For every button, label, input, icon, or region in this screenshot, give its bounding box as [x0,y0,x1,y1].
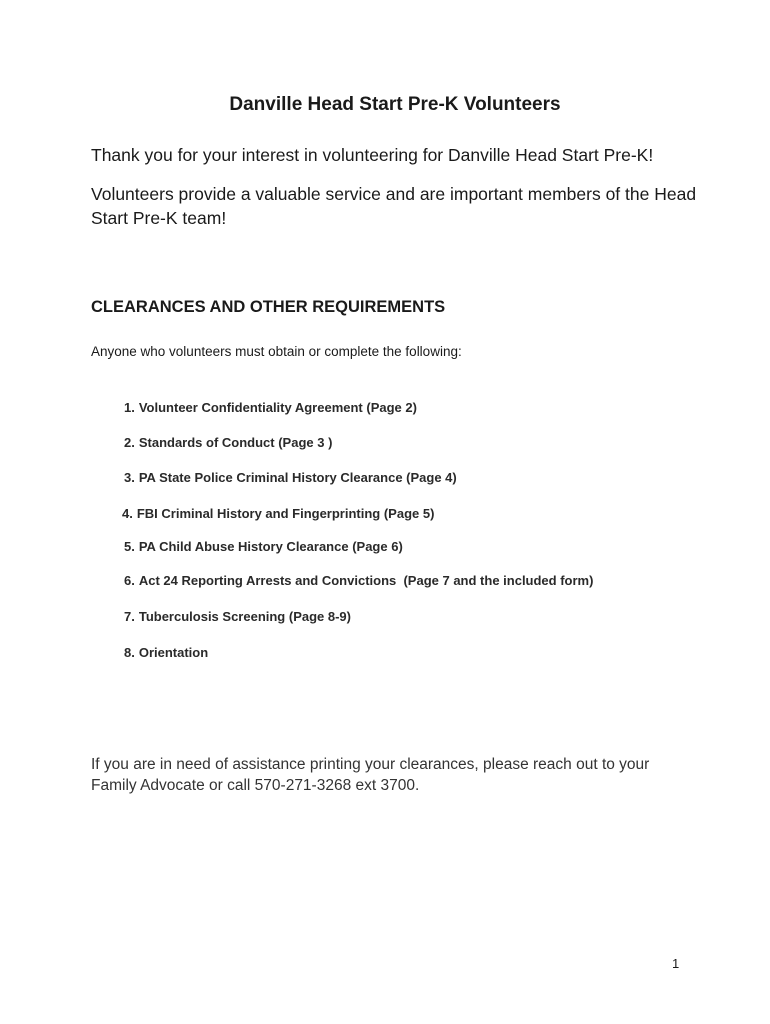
requirement-text: Orientation [138,645,209,660]
requirement-number: 8. [124,645,135,660]
section-heading-clearances: CLEARANCES AND OTHER REQUIREMENTS [91,298,446,316]
requirements-lead: Anyone who volunteers must obtain or complete the following: [91,344,462,359]
requirement-text: FBI Criminal History and Fingerprinting (Page 5) [136,506,435,521]
requirement-item [124,609,351,624]
requirement-item [124,539,403,554]
intro-volunteer-value: Volunteers provide a valuable service and are important members of the Head Start Pre-K team! [91,184,697,228]
document-title: Danville Head Start Pre-K Volunteers [229,94,561,115]
requirement-number: 3. [124,470,135,485]
requirement-number: 7. [124,609,135,624]
requirement-item [124,435,332,450]
requirement-text: Volunteer Confidentiality Agreement (Page 2) [138,400,417,415]
requirement-text: PA Child Abuse History Clearance (Page 6) [138,539,403,554]
requirement-item [124,470,457,485]
requirement-text: PA State Police Criminal History Clearance (Page 4) [138,470,457,485]
requirement-number: 4. [122,506,133,521]
intro-thank-you: Thank you for your interest in volunteering for Danville Head Start Pre-K! [91,145,654,165]
page-number: 1 [672,956,680,971]
requirement-item [124,645,208,660]
requirement-item [124,400,417,415]
requirement-number: 6. [124,573,135,588]
assistance-note: If you are in need of assistance printing your clearances, please reach out to your Family Advocate or call 570-271-3268 ext 3700. [91,756,650,794]
requirement-text: Act 24 Reporting Arrests and Convictions (Page 7 and the included form) [138,573,594,588]
requirement-text: Standards of Conduct (Page 3 ) [138,435,333,450]
requirement-number: 1. [124,400,135,415]
requirement-number: 5. [124,539,135,554]
requirement-text: Tuberculosis Screening (Page 8-9) [138,609,351,624]
requirement-number: 2. [124,435,135,450]
requirement-item [124,573,593,588]
requirement-item [122,506,434,521]
